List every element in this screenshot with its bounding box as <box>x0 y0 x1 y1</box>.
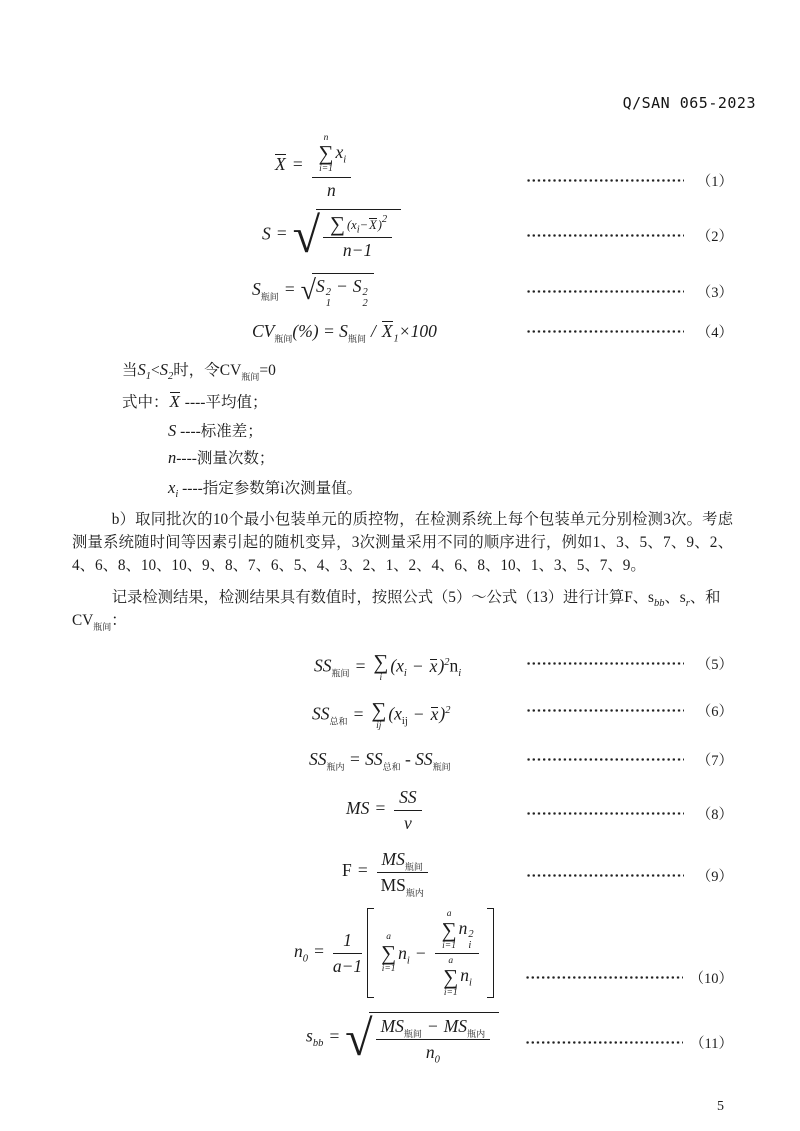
equation-number-7: （7） <box>696 753 733 770</box>
tok: i=1 <box>443 987 458 998</box>
denominator <box>377 873 428 899</box>
tok: x <box>351 217 357 232</box>
xbar-symbol: X <box>381 321 393 342</box>
radical-icon: √ <box>300 275 316 307</box>
tok: − <box>359 217 369 232</box>
fraction <box>323 212 392 261</box>
tok: SS <box>309 749 327 770</box>
denominator: ν <box>404 813 412 834</box>
tok: 瓶内 <box>405 888 424 899</box>
tok: 、和 <box>689 589 721 607</box>
left-bracket <box>367 908 374 998</box>
tok: ×100 <box>398 321 437 342</box>
sigma-icon: ∑ <box>441 917 457 942</box>
tok: ) <box>377 217 382 232</box>
tok: 瓶间 <box>404 862 423 873</box>
tok: 瓶间 <box>241 372 260 383</box>
tok: a <box>446 909 452 920</box>
tok: 2 <box>444 657 450 669</box>
tok: i <box>406 955 410 967</box>
sum-operator <box>319 133 334 175</box>
dotted-leader <box>526 873 684 878</box>
xbar-symbol: x <box>430 703 439 724</box>
dotted-leader <box>526 289 684 294</box>
tok: 瓶内 <box>326 762 345 773</box>
tok: = <box>374 798 387 819</box>
paragraph-b: b）取同批次的10个最小包装单元的质控物，在检测系统上每个包装单元分别检测3次。考虑测量系统随时间等因素引起的随机变异，3次测量采用不同的顺序进行，例如1、3、5、7、9、2、4、6、8、10、10、9、8、7、6、5、4、3、2、1、2、4、6、8、10、1、3、5、7、9。 <box>72 511 733 574</box>
tok: = <box>354 656 367 677</box>
formula-9 <box>342 848 431 899</box>
tok: 1 <box>145 371 152 383</box>
tok: = <box>313 941 325 962</box>
xbar-symbol: X <box>369 217 377 232</box>
tok: 1 <box>325 297 331 309</box>
where-item-text: 标准差； <box>200 423 263 441</box>
sigma-icon: ∑ <box>443 964 459 989</box>
tok: a <box>448 956 454 967</box>
sum-operator <box>373 652 388 683</box>
tok: n <box>168 448 177 468</box>
tok: 瓶间 <box>260 292 279 303</box>
formula-3 <box>252 273 374 309</box>
equation-number-11: （11） <box>690 1036 733 1053</box>
tok: 时，令CV <box>173 362 242 380</box>
radicand <box>312 273 374 309</box>
equation-number-1: （1） <box>696 173 733 190</box>
formula-row-3 <box>72 273 733 309</box>
tok: SS <box>312 703 330 724</box>
formula-5 <box>314 652 461 683</box>
tok: S <box>137 360 146 380</box>
leader-tail <box>526 700 733 731</box>
sum-operator <box>330 214 345 235</box>
tok: n <box>458 918 468 939</box>
radical-icon: √ <box>292 207 321 264</box>
where-item-text: 测量次数； <box>196 450 275 468</box>
leader-tail <box>526 281 733 302</box>
tok <box>468 930 473 951</box>
tok: 总和 <box>382 762 401 773</box>
sqrt-radical <box>292 207 402 264</box>
formula-row-1 <box>72 132 733 201</box>
sum-operator <box>371 697 387 731</box>
leader-tail <box>526 170 733 201</box>
radicand <box>369 1012 500 1066</box>
tok: 2 <box>468 929 474 941</box>
tok: S <box>352 276 362 297</box>
where-intro: 式中： <box>122 394 169 412</box>
tok: − <box>411 656 424 677</box>
tok: MS <box>443 1016 468 1037</box>
tok <box>363 288 368 309</box>
leader-tail <box>526 653 733 684</box>
tok: 瓶间 <box>93 621 112 632</box>
doc-number: Q/SAN 065-2023 <box>622 94 756 112</box>
dotted-leader <box>526 661 684 666</box>
numerator <box>312 132 352 178</box>
tok: n <box>323 133 329 143</box>
dotted-leader <box>526 757 684 762</box>
tok: 2 <box>362 287 368 299</box>
tok <box>398 942 410 967</box>
note-cv-zero <box>122 358 733 383</box>
paragraph-record <box>72 587 733 632</box>
tok: a <box>386 932 391 943</box>
tok: S <box>315 276 325 297</box>
leader-tail <box>525 1032 733 1063</box>
numerator <box>323 212 392 238</box>
formula-row-5 <box>72 652 733 683</box>
tok: = <box>352 703 365 724</box>
formula-row-4 <box>72 321 733 345</box>
tok: 瓶间 <box>347 334 366 345</box>
tok: 瓶间 <box>331 669 350 680</box>
xbar-symbol: x <box>429 656 438 677</box>
tok: < <box>151 362 160 380</box>
tok <box>252 279 279 303</box>
tok: 0 <box>434 1054 440 1066</box>
tok: 0 <box>302 953 308 965</box>
dotted-leader <box>526 811 684 816</box>
equation-number-9: （9） <box>696 869 733 886</box>
tok: 瓶间 <box>274 334 293 345</box>
where-item-n <box>168 446 733 468</box>
tok: x <box>396 656 404 677</box>
radical-icon: √ <box>345 1009 373 1066</box>
denominator <box>376 1040 491 1066</box>
where-item-text: 平均值； <box>205 394 268 412</box>
fraction <box>376 1015 491 1066</box>
tok: 瓶内 <box>467 1029 486 1040</box>
tok: i <box>468 977 472 989</box>
tok: CV <box>72 611 94 629</box>
equation-number-4: （4） <box>696 325 733 342</box>
tok: i=1 <box>319 164 333 175</box>
page-content <box>72 118 733 1066</box>
tok: ( <box>390 656 397 677</box>
formula-8 <box>346 786 425 834</box>
xbar-symbol: X <box>169 392 180 412</box>
dotted-leader <box>526 178 684 183</box>
tok: = <box>328 1025 341 1046</box>
formula-row-8 <box>72 786 733 834</box>
tok: i <box>343 154 347 166</box>
tok: 2 <box>381 214 388 226</box>
tok: 当 <box>122 362 138 380</box>
tok: S <box>262 223 271 244</box>
leader-tail <box>526 749 733 770</box>
denominator <box>435 954 479 998</box>
formula-1 <box>274 132 354 201</box>
tok: 2 <box>168 371 174 383</box>
tok: - SS <box>404 749 433 770</box>
tok: x <box>168 478 176 498</box>
tok: ij <box>401 716 408 727</box>
numerator <box>376 1015 491 1040</box>
page-header <box>623 94 756 112</box>
tok <box>335 141 347 166</box>
dotted-leader <box>525 1040 683 1045</box>
tok: = SS <box>348 749 383 770</box>
numerator: SS <box>394 786 422 811</box>
tok: 1 <box>393 333 399 345</box>
tok: n <box>398 942 407 963</box>
tok: 记录检测结果，检测结果具有数值时，按照公式（5）～公式（13）进行计算F、 <box>111 589 649 607</box>
radicand <box>316 209 401 261</box>
tok: − <box>335 276 348 297</box>
tok: ： <box>111 611 127 629</box>
fraction <box>377 848 428 899</box>
formula-4 <box>252 321 437 345</box>
dotted-leader <box>525 975 683 980</box>
tok: 2 <box>362 297 368 309</box>
sigma-icon: ∑ <box>318 141 334 166</box>
where-item-xi <box>168 476 733 501</box>
sum-operator <box>381 932 396 974</box>
tok: i <box>468 939 472 951</box>
tok: 总和 <box>329 716 348 727</box>
denominator: n <box>326 179 336 200</box>
where-intro-row <box>122 390 733 412</box>
fraction <box>435 908 479 998</box>
denominator: n−1 <box>342 240 373 261</box>
bracket-group <box>367 908 493 998</box>
where-item-text: 指定参数第i次测量值。 <box>202 480 363 498</box>
formula-11 <box>306 1009 499 1066</box>
equation-number-2: （2） <box>696 228 733 245</box>
tok: = <box>291 154 304 175</box>
page-number: 5 <box>717 1099 724 1114</box>
tok: MS <box>346 798 370 819</box>
sigma-icon: ∑ <box>371 697 387 722</box>
tok: = <box>356 860 369 881</box>
tok: i <box>379 673 383 684</box>
tok <box>347 217 382 236</box>
tok: =0 <box>259 362 276 380</box>
tok: x <box>394 703 402 724</box>
numerator: 1 <box>333 929 362 954</box>
leader-tail <box>526 865 733 896</box>
formula-7 <box>309 749 451 773</box>
tok: n <box>294 941 303 962</box>
right-bracket <box>487 908 494 998</box>
tok: CV <box>252 321 275 342</box>
tok: r <box>685 598 690 610</box>
tok: s <box>306 1025 313 1046</box>
formula-row-10 <box>72 908 733 998</box>
tok: n <box>460 965 469 986</box>
dotted-leader <box>526 708 684 713</box>
tok: ---- <box>182 480 203 498</box>
tok: (%) = S <box>292 321 348 342</box>
tok: / <box>370 321 376 342</box>
numerator <box>377 848 428 873</box>
formula-row-2 <box>72 207 733 264</box>
where-item-s <box>168 419 733 441</box>
tok: SS <box>314 656 332 677</box>
tok: MS <box>381 849 405 870</box>
tok: 、 <box>664 589 680 607</box>
tok: i=1 <box>381 963 396 974</box>
tok: ---- <box>176 450 197 468</box>
tok: bb <box>312 1038 324 1050</box>
tok: bb <box>653 598 665 610</box>
xbar-symbol: X <box>275 154 286 175</box>
tok: 瓶间 <box>403 1029 422 1040</box>
tok: − <box>414 942 427 963</box>
tok: − <box>412 703 425 724</box>
formula-row-7 <box>72 749 733 773</box>
tok: i <box>458 668 462 680</box>
sqrt-radical <box>301 273 374 309</box>
dotted-leader <box>526 329 684 334</box>
tok: ( <box>388 703 395 724</box>
denominator: a−1 <box>332 956 363 977</box>
tok: ---- <box>184 394 206 412</box>
tok: S <box>252 279 261 300</box>
dotted-leader <box>526 233 684 238</box>
tok: = <box>275 223 288 244</box>
tok: n <box>449 656 459 677</box>
fraction <box>394 786 422 834</box>
tok: F <box>342 860 352 881</box>
leader-tail <box>526 321 733 342</box>
sigma-icon: ∑ <box>381 940 397 965</box>
sqrt-radical <box>345 1009 499 1066</box>
tok: S <box>168 421 177 441</box>
equation-number-6: （6） <box>696 704 733 721</box>
tok: MS <box>380 875 406 896</box>
tok: ) <box>439 703 446 724</box>
tok: ---- <box>180 423 201 441</box>
tok: i <box>403 668 407 680</box>
formula-10 <box>294 908 494 998</box>
equation-number-3: （3） <box>696 284 733 301</box>
tok <box>410 943 432 964</box>
tok: i=1 <box>442 940 456 951</box>
tok: MS <box>380 1016 404 1037</box>
formula-2 <box>262 207 401 264</box>
sum-operator <box>442 909 457 951</box>
tok: S <box>159 360 169 380</box>
tok: 瓶间 <box>432 762 451 773</box>
sigma-icon: ∑ <box>373 650 389 675</box>
tok: = <box>283 279 296 300</box>
equation-number-8: （8） <box>696 807 733 824</box>
formula-row-6 <box>72 697 733 731</box>
leader-tail <box>525 967 734 998</box>
tok: ( <box>347 217 352 232</box>
tok: s <box>648 589 654 607</box>
tok: i <box>356 224 360 236</box>
tok: s <box>679 589 686 607</box>
tok: 2 <box>325 287 331 299</box>
formula-6 <box>312 697 451 731</box>
sigma-icon: ∑ <box>330 212 345 237</box>
leader-tail <box>526 225 733 246</box>
tok: ij <box>376 720 382 731</box>
equation-number-5: （5） <box>696 656 733 673</box>
formula-row-11 <box>72 1009 733 1066</box>
formula-row-9 <box>72 848 733 899</box>
tok: i <box>175 489 179 501</box>
tok: 2 <box>445 704 451 716</box>
sum-operator <box>443 956 458 998</box>
tok: ) <box>438 656 445 677</box>
numerator <box>435 908 479 954</box>
equation-number-10: （10） <box>689 971 733 988</box>
tok: n <box>425 1042 435 1063</box>
fraction <box>333 929 362 977</box>
fraction <box>312 132 352 201</box>
tok: − <box>426 1016 439 1037</box>
leader-tail <box>526 803 733 834</box>
tok: x <box>335 141 344 162</box>
